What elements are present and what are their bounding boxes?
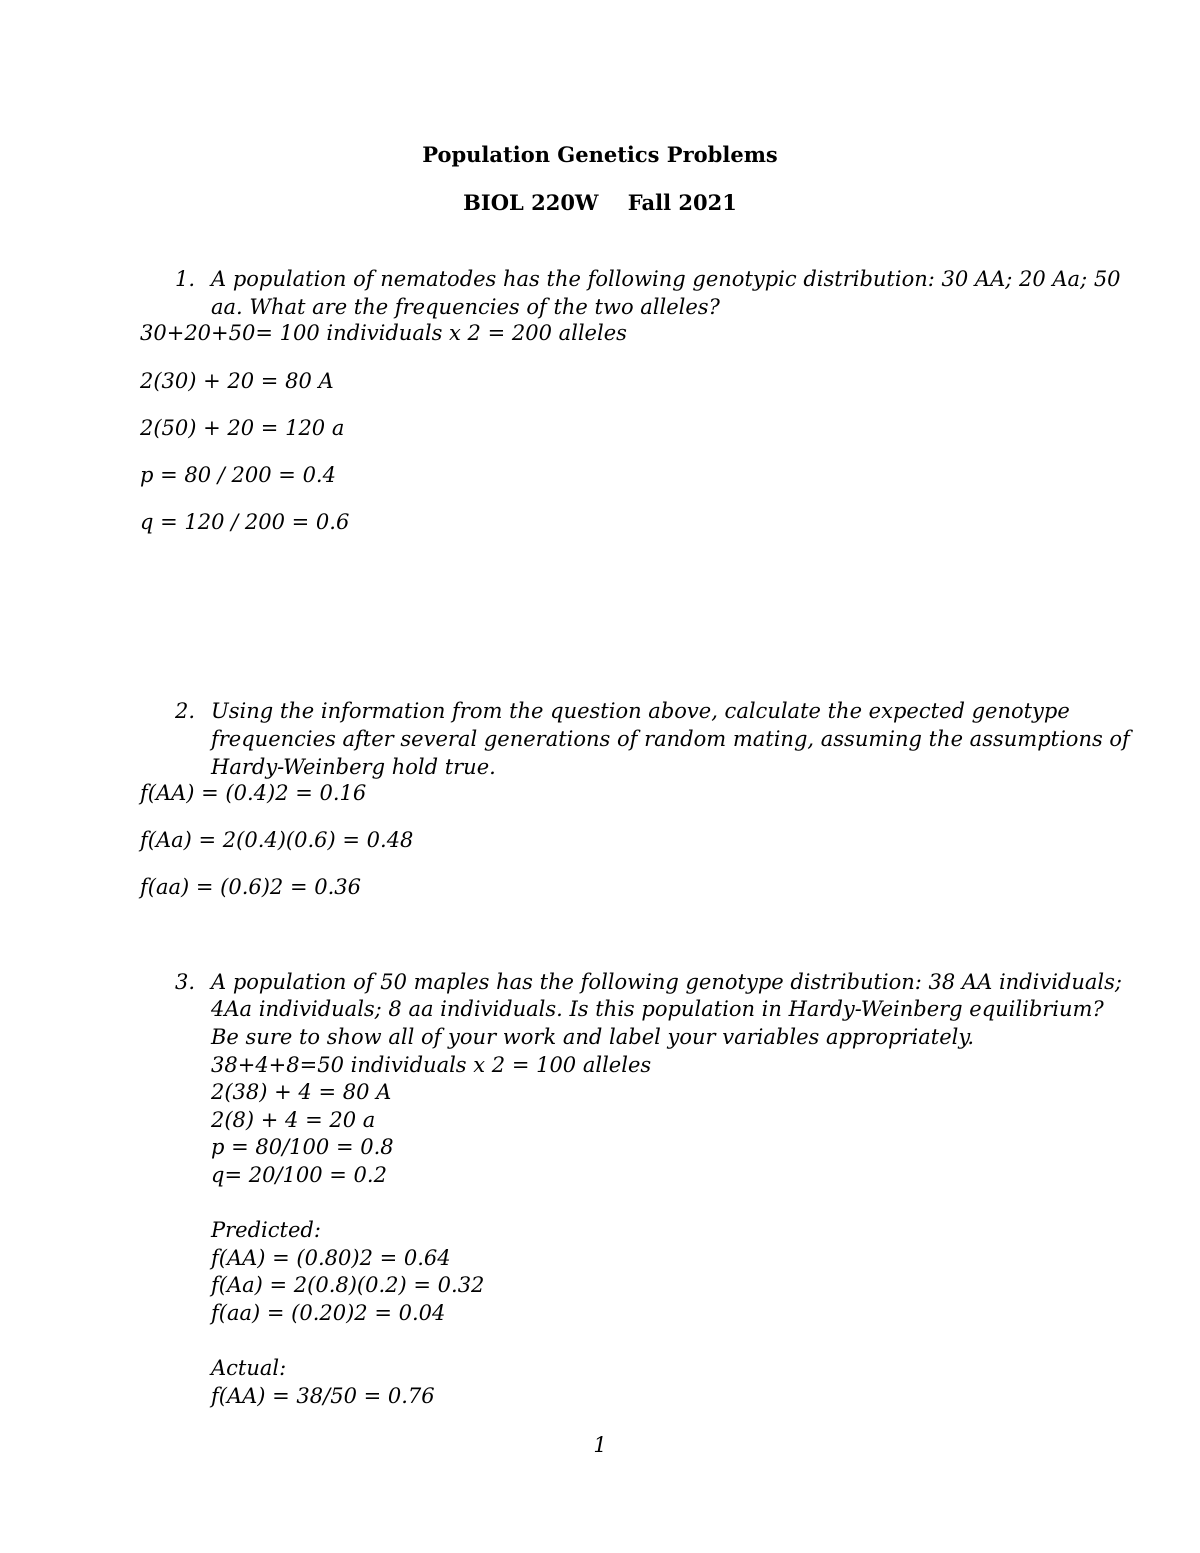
question-3-work-line: q= 20/100 = 0.2 bbox=[211, 1163, 387, 1187]
question-3-work-line: 2(38) + 4 = 80 A bbox=[211, 1080, 392, 1104]
question-2-prompt-line: Hardy-Weinberg hold true. bbox=[211, 755, 496, 779]
question-2-answer-line: f(Aa) = 2(0.4)(0.6) = 0.48 bbox=[140, 828, 414, 852]
question-3-work-line: p = 80/100 = 0.8 bbox=[211, 1135, 394, 1159]
question-3-work-line: 38+4+8=50 individuals x 2 = 100 alleles bbox=[211, 1053, 652, 1077]
question-1-answer-line: 2(30) + 20 = 80 A bbox=[140, 369, 334, 393]
question-3-predicted-line: f(Aa) = 2(0.8)(0.2) = 0.32 bbox=[211, 1273, 485, 1297]
question-3-actual-label: Actual: bbox=[211, 1356, 287, 1380]
question-3-predicted-line: f(aa) = (0.20)2 = 0.04 bbox=[211, 1301, 446, 1325]
question-1-answer-line: p = 80 / 200 = 0.4 bbox=[140, 463, 336, 487]
question-3-predicted-line: f(AA) = (0.80)2 = 0.64 bbox=[211, 1246, 451, 1270]
page-number: 1 bbox=[593, 1433, 607, 1457]
question-3-prompt-line: A population of 50 maples has the following genotype distribution: 38 AA individuals; bbox=[211, 970, 1122, 994]
question-1-number: 1. bbox=[175, 267, 196, 291]
question-2-prompt-line: frequencies after several generations of random mating, assuming the assumptions of bbox=[211, 727, 1130, 751]
question-3-prompt-line: 4Aa individuals; 8 aa individuals. Is this population in Hardy-Weinberg equilibrium? bbox=[211, 997, 1104, 1021]
question-1-answer-line: q = 120 / 200 = 0.6 bbox=[140, 510, 350, 534]
question-2-answer-line: f(aa) = (0.6)2 = 0.36 bbox=[140, 875, 361, 899]
question-1-answer-line: 2(50) + 20 = 120 a bbox=[140, 416, 345, 440]
question-3-prompt-line: Be sure to show all of your work and label your variables appropriately. bbox=[211, 1025, 975, 1049]
question-3-predicted-label: Predicted: bbox=[211, 1218, 321, 1242]
question-3-number: 3. bbox=[175, 970, 196, 994]
question-2-number: 2. bbox=[175, 699, 196, 723]
question-1-prompt-line: A population of nematodes has the following genotypic distribution: 30 AA; 20 Aa; 50 bbox=[211, 267, 1121, 291]
question-3-work-line: 2(8) + 4 = 20 a bbox=[211, 1108, 376, 1132]
question-2-answer-line: f(AA) = (0.4)2 = 0.16 bbox=[140, 781, 367, 805]
document-title: Population Genetics Problems bbox=[422, 142, 778, 167]
question-1-prompt-line: aa. What are the frequencies of the two alleles? bbox=[211, 295, 720, 319]
question-3-actual-line: f(AA) = 38/50 = 0.76 bbox=[211, 1384, 435, 1408]
question-2-prompt-line: Using the information from the question above, calculate the expected genotype bbox=[211, 699, 1070, 723]
question-1-answer-line: 30+20+50= 100 individuals x 2 = 200 alleles bbox=[140, 321, 627, 345]
course-heading: BIOL 220W Fall 2021 bbox=[463, 190, 737, 215]
